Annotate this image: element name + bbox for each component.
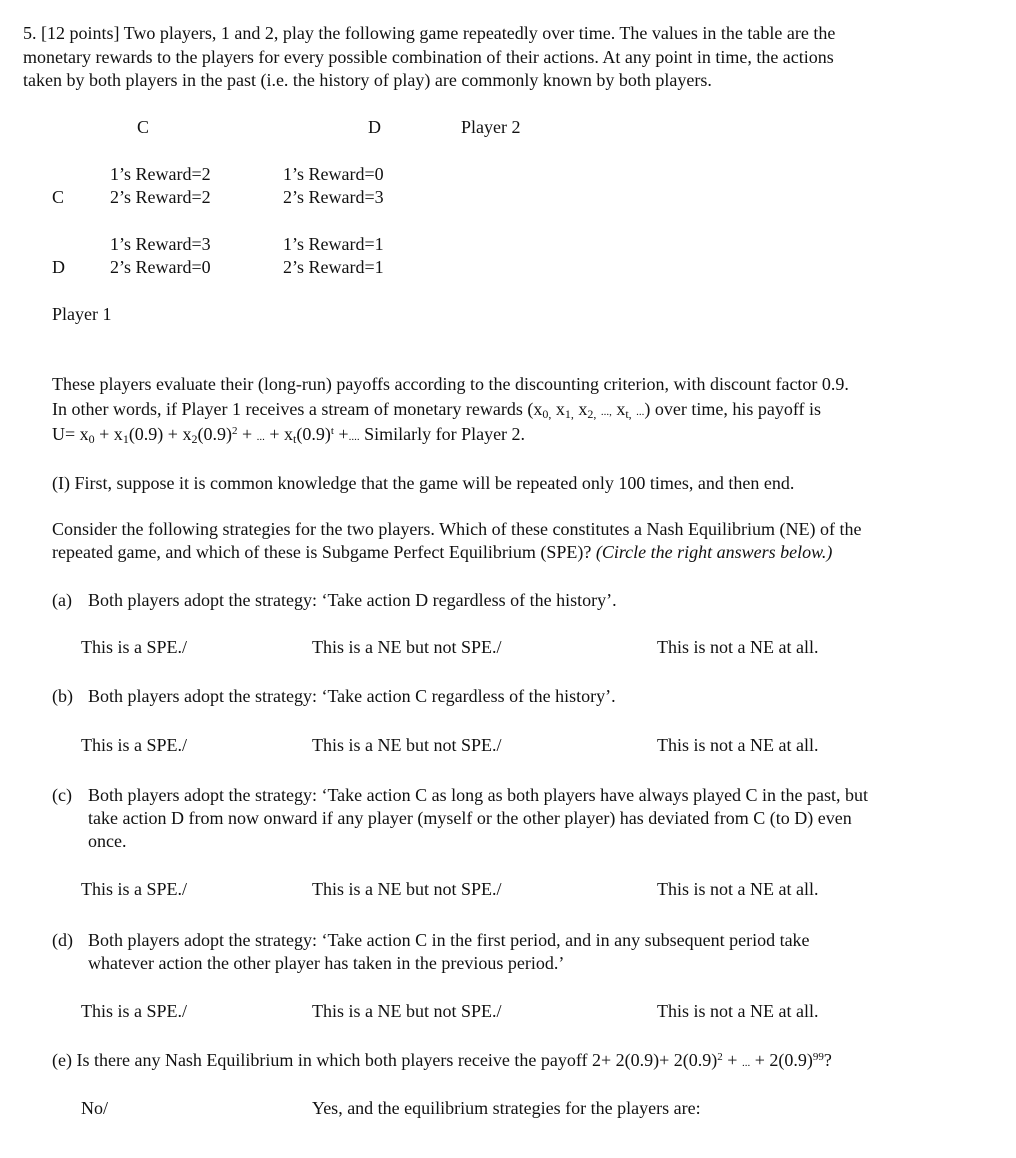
cell-dc-reward-1: 1’s Reward=3 (110, 234, 211, 254)
cell-cd-reward-2: 2’s Reward=3 (283, 187, 384, 207)
subscript: 0 (88, 432, 95, 446)
cell-cd-reward-1: 1’s Reward=0 (283, 164, 384, 184)
part-1-statement: (I) First, suppose it is common knowledge that the game will be repeated only 100 times, and then end. (52, 473, 795, 493)
option-b-ne[interactable]: This is a NE but not SPE./ (312, 735, 502, 755)
option-b-spe[interactable]: This is a SPE./ (81, 735, 188, 755)
subscript: 1 (122, 432, 129, 446)
text: x (551, 399, 565, 419)
option-c-spe[interactable]: This is a SPE./ (81, 879, 188, 899)
option-d-not-ne[interactable]: This is not a NE at all. (657, 1001, 819, 1021)
ellipsis: .... (348, 431, 360, 443)
intro-line-2: monetary rewards to the players for every possible combination of their actions. At any point in time, the actions (23, 47, 834, 67)
text: repeated game, and which of these is Subgame Perfect Equilibrium (SPE)? (52, 542, 596, 562)
ellipsis: ..., (600, 406, 612, 418)
subscript: 1, (564, 407, 574, 421)
superscript: t (330, 425, 334, 437)
option-e-yes[interactable]: Yes, and the equilibrium strategies for the players are: (312, 1098, 701, 1118)
column-header-c: C (137, 117, 150, 137)
option-c-ne[interactable]: This is a NE but not SPE./ (312, 879, 502, 899)
cell-cc-reward-1: 1’s Reward=2 (110, 164, 211, 184)
text: + 2(0.9) (750, 1050, 813, 1070)
text: U= x (52, 424, 89, 444)
question-c-line-1: Both players adopt the strategy: ‘Take action C as long as both players have always played C in the past, but (88, 785, 869, 805)
cell-dd-reward-2: 2’s Reward=1 (283, 257, 384, 277)
ellipsis: ... (636, 406, 645, 418)
cell-cc-reward-2: 2’s Reward=2 (110, 187, 211, 207)
superscript: 2 (231, 425, 238, 437)
subscript: 2 (191, 432, 198, 446)
text: ) over time, his payoff is (644, 399, 822, 419)
text: + (237, 424, 257, 444)
question-a-label: (a) (52, 590, 72, 610)
option-d-spe[interactable]: This is a SPE./ (81, 1001, 188, 1021)
payoff-formula (52, 423, 525, 449)
text: x (611, 399, 626, 419)
row-header-c: C (52, 187, 65, 207)
text: ? (823, 1050, 832, 1070)
text: (e) Is there any Nash Equilibrium in which both players receive the payoff 2+ 2(0.9)+ 2(0.9) (52, 1050, 718, 1070)
question-b-text: Both players adopt the strategy: ‘Take action C regardless of the history’. (88, 686, 616, 706)
option-a-ne[interactable]: This is a NE but not SPE./ (312, 637, 502, 657)
ellipsis: ... (741, 1057, 751, 1069)
ellipsis: ... (256, 431, 265, 443)
subscript: 0, (542, 407, 552, 421)
superscript: 2 (717, 1051, 723, 1063)
text: Similarly for Player 2. (359, 424, 526, 444)
superscript: 99 (812, 1051, 824, 1063)
consider-line-1: Consider the following strategies for the two players. Which of these constitutes a Nash Equilibrium (NE) of the (52, 519, 862, 539)
subscript: t (293, 432, 297, 446)
option-e-no[interactable]: No/ (81, 1098, 108, 1118)
option-a-spe[interactable]: This is a SPE./ (81, 637, 188, 657)
text: + (722, 1050, 742, 1070)
question-d-label: (d) (52, 930, 73, 950)
intro-line-1: 5. [12 points] Two players, 1 and 2, play the following game repeatedly over time. The values in the table are the (23, 23, 836, 43)
subscript: 2, (587, 407, 597, 421)
text: + x (264, 424, 294, 444)
text: + x (94, 424, 123, 444)
column-header-d: D (368, 117, 381, 137)
discount-line-1: These players evaluate their (long-run) payoffs according to the discounting criterion, with discount factor 0.9. (52, 374, 849, 394)
discount-line-2 (52, 398, 821, 424)
subscript: t, (625, 407, 632, 421)
text: (0.9) (197, 424, 232, 444)
option-c-not-ne[interactable]: This is not a NE at all. (657, 879, 819, 899)
question-c-line-2: take action D from now onward if any player (myself or the other player) has deviated from C (to D) even (88, 808, 852, 828)
question-c-line-3: once. (88, 831, 127, 851)
option-a-not-ne[interactable]: This is not a NE at all. (657, 637, 819, 657)
text: (0.9) (296, 424, 331, 444)
consider-line-2 (52, 541, 832, 564)
question-a-text: Both players adopt the strategy: ‘Take action D regardless of the history’. (88, 590, 617, 610)
intro-line-3: taken by both players in the past (i.e. the history of play) are commonly known by both players. (23, 70, 712, 90)
cell-dc-reward-2: 2’s Reward=0 (110, 257, 211, 277)
discount-line-2-text: In other words, if Player 1 receives a stream of monetary rewards (x (52, 399, 543, 419)
cell-dd-reward-1: 1’s Reward=1 (283, 234, 384, 254)
player-1-label: Player 1 (52, 304, 112, 324)
question-e-text (52, 1049, 832, 1075)
text: x (573, 399, 588, 419)
question-d-line-2: whatever action the other player has taken in the previous period.’ (88, 953, 565, 973)
text: (0.9) + x (128, 424, 192, 444)
player-2-label: Player 2 (461, 117, 521, 137)
question-b-label: (b) (52, 686, 73, 706)
question-c-label: (c) (52, 785, 72, 805)
row-header-d: D (52, 257, 65, 277)
option-d-ne[interactable]: This is a NE but not SPE./ (312, 1001, 502, 1021)
text: + (333, 424, 349, 444)
question-d-line-1: Both players adopt the strategy: ‘Take action C in the first period, and in any subsequent period take (88, 930, 810, 950)
option-b-not-ne[interactable]: This is not a NE at all. (657, 735, 819, 755)
instruction: (Circle the right answers below.) (595, 542, 833, 562)
